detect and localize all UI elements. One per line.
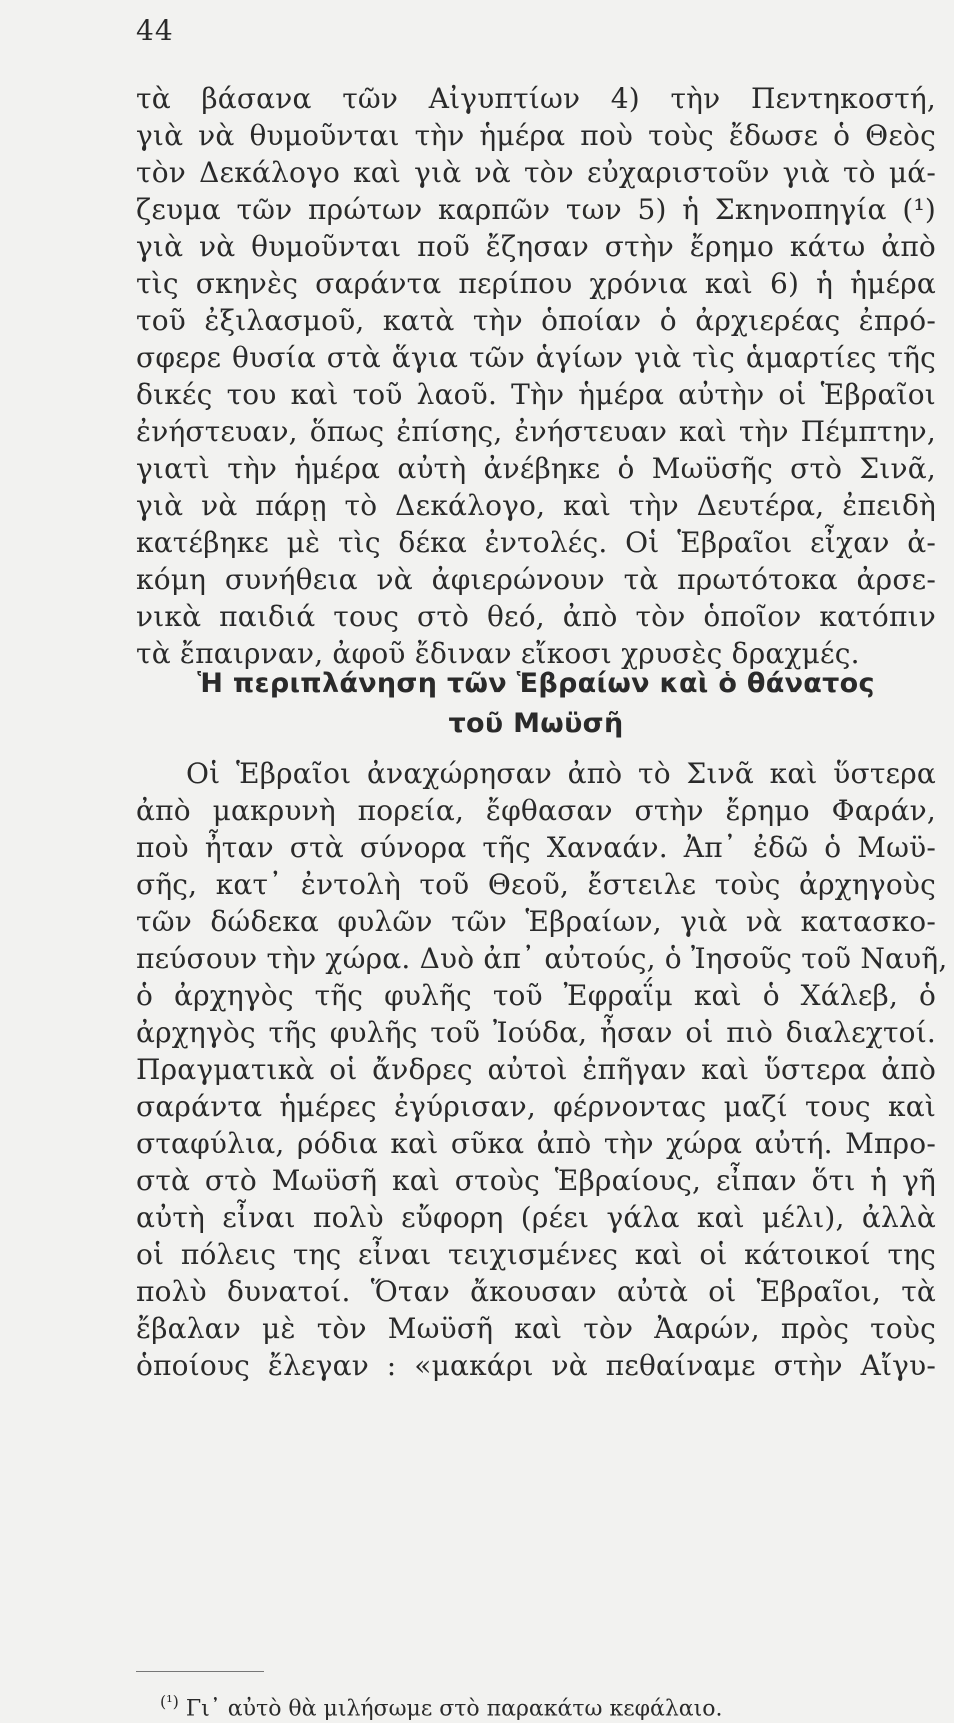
paragraph-1-line: γιὰ νὰ θυμοῦνται ποῦ ἔζησαν στὴν ἔρημο κάτω ἀπὸ (136, 230, 936, 263)
paragraph-1-line: γιὰ νὰ θυμοῦνται τὴν ἡμέρα ποὺ τοὺς ἔδωσε ὁ Θεὸς (136, 119, 936, 152)
paragraph-1-line: τὰ βάσανα τῶν Αἰγυπτίων 4) τὴν Πεντηκοστή, (136, 82, 936, 115)
paragraph-2-line: Οἱ Ἑβραῖοι ἀναχώρησαν ἀπὸ τὸ Σινᾶ καὶ ὕστερα (186, 757, 936, 790)
paragraph-1-line: τοῦ ἐξιλασμοῦ, κατὰ τὴν ὁποίαν ὁ ἀρχιερέας ἐπρό- (136, 304, 936, 337)
paragraph-1-line: κατέβηκε μὲ τὶς δέκα ἐντολές. Οἱ Ἑβραῖοι εἶχαν ἀ- (136, 526, 936, 559)
paragraph-2-line: σῆς, κατ᾿ ἐντολὴ τοῦ Θεοῦ, ἔστειλε τοὺς ἀρχηγοὺς (136, 868, 936, 901)
paragraph-2-line: ὁ ἀρχηγὸς τῆς φυλῆς τοῦ Ἐφραΐμ καὶ ὁ Χάλεβ, ὁ (136, 979, 936, 1012)
paragraph-2-line: σταφύλια, ρόδια καὶ σῦκα ἀπὸ τὴν χώρα αὐτή. Μπρο- (136, 1127, 936, 1160)
paragraph-2-line: οἱ πόλεις της εἶναι τειχισμένες καὶ οἱ κάτοικοί της (136, 1238, 936, 1271)
paragraph-2-line: ἀπὸ μακρυνὴ πορεία, ἔφθασαν στὴν ἔρημο Φαράν, (136, 794, 936, 827)
paragraph-2-line: τῶν δώδεκα φυλῶν τῶν Ἑβραίων, γιὰ νὰ κατασκο- (136, 905, 936, 938)
paragraph-1-line: τὸν Δεκάλογο καὶ γιὰ νὰ τὸν εὐχαριστοῦν γιὰ τὸ μά- (136, 156, 936, 189)
paragraph-1-line: τὶς σκηνὲς σαράντα περίπου χρόνια καὶ 6) ἡ ἡμέρα (136, 267, 936, 300)
paragraph-1-line: γιατὶ τὴν ἡμέρα αὐτὴ ἀνέβηκε ὁ Μωϋσῆς στὸ Σινᾶ, (136, 452, 936, 485)
paragraph-1-line: τὰ ἔπαιρναν, ἀφοῦ ἔδιναν εἴκοσι χρυσὲς δραχμές. (136, 637, 860, 670)
paragraph-1-line: κόμη συνήθεια νὰ ἀφιερώνουν τὰ πρωτότοκα ἀρσε- (136, 563, 936, 596)
footnote-text: Γι᾿ αὐτὸ θὰ μιλήσωμε στὸ παρακάτω κεφάλαιο. (185, 1696, 723, 1722)
paragraph-2-line: πολὺ δυνατοί. Ὅταν ἄκουσαν αὐτὰ οἱ Ἑβραῖοι, τὰ (136, 1275, 936, 1308)
paragraph-2-line: ὁποίους ἔλεγαν : «μακάρι νὰ πεθαίναμε στὴν Αἴγυ- (136, 1349, 936, 1382)
paragraph-1-line: νικὰ παιδιά τους στὸ θεό, ἀπὸ τὸν ὁποῖον κατόπιν (136, 600, 936, 633)
paragraph-2 (136, 755, 948, 1384)
paragraph-1-line: ζευμα τῶν πρώτων καρπῶν των 5) ἡ Σκηνοπηγία (¹) (136, 193, 936, 226)
paragraph-2-line: στὰ στὸ Μωϋσῆ καὶ στοὺς Ἑβραίους, εἶπαν ὅτι ἡ γῆ (136, 1164, 936, 1197)
paragraph-1-line: γιὰ νὰ πάρῃ τὸ Δεκάλογο, καὶ τὴν Δευτέρα, ἐπειδὴ (136, 489, 936, 522)
paragraph-2-line: ποὺ ἦταν στὰ σύνορα τῆς Χαναάν. Ἀπ᾿ ἐδῶ ὁ Μωϋ- (136, 831, 936, 864)
paragraph-2-line: ἔβαλαν μὲ τὸν Μωϋσῆ καὶ τὸν Ἀαρών, πρὸς τοὺς (136, 1312, 936, 1345)
paragraph-2-line: Πραγματικὰ οἱ ἄνδρες αὐτοὶ ἐπῆγαν καὶ ὕστερα ἀπὸ (136, 1053, 936, 1086)
footnote-marker: (¹) (160, 1692, 179, 1711)
paragraph-2-line: ἀρχηγὸς τῆς φυλῆς τοῦ Ἰούδα, ἦσαν οἱ πιὸ διαλεχτοί. (136, 1016, 936, 1049)
paragraph-2-line: σαράντα ἡμέρες ἐγύρισαν, φέρνοντας μαζί τους καὶ (136, 1090, 936, 1123)
paragraph-2-line: πεύσουν τὴν χώρα. Δυὸ ἀπ᾿ αὐτούς, ὁ Ἰησοῦς τοῦ Ναυῆ, (136, 942, 948, 975)
paragraph-2-line: αὐτὴ εἶναι πολὺ εὔφορη (ρέει γάλα καὶ μέλι), ἀλλὰ (136, 1201, 936, 1234)
paragraph-1 (136, 80, 936, 672)
paragraph-1-line: δικές του καὶ τοῦ λαοῦ. Τὴν ἡμέρα αὐτὴν οἱ Ἑβραῖοι (136, 378, 936, 411)
paragraph-1-line: ἐνήστευαν, ὅπως ἐπίσης, ἐνήστευαν καὶ τὴν Πέμπτην, (136, 415, 936, 448)
page-number: 44 (136, 14, 174, 47)
section-heading-line-1: Ἡ περιπλάνηση τῶν Ἑβραίων καὶ ὁ θάνατος (197, 668, 875, 699)
footnote (160, 1688, 723, 1723)
section-heading-line-2: τοῦ Μωϋσῆ (448, 708, 624, 739)
footnote-divider (136, 1671, 264, 1672)
paragraph-1-line: σφερε θυσία στὰ ἅγια τῶν ἁγίων γιὰ τὶς ἁμαρτίες τῆς (136, 341, 936, 374)
